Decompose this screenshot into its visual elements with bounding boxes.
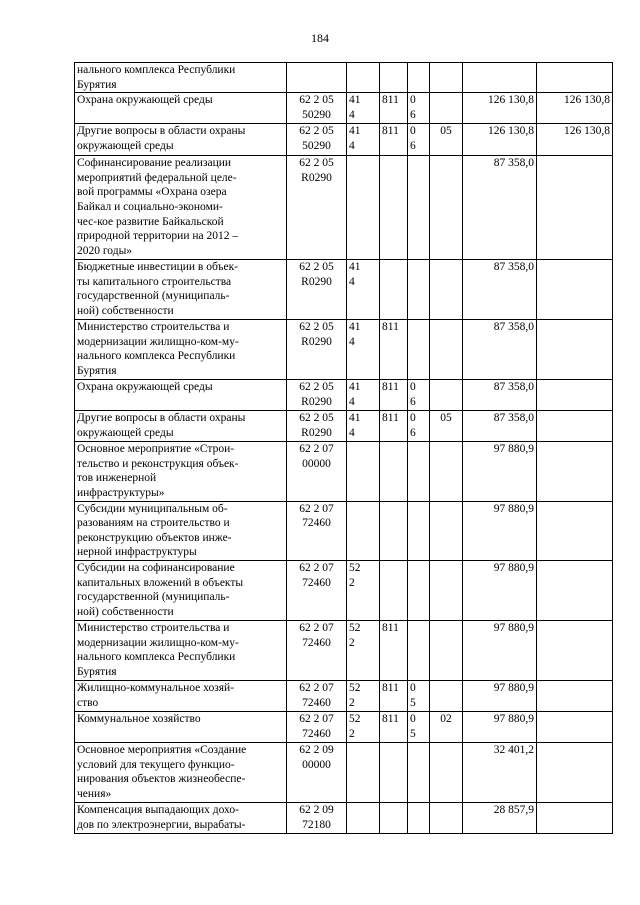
- cell-line: Софинансирование реализации: [77, 157, 232, 170]
- cell-line: модернизации жилищно-ком-му-: [77, 335, 239, 348]
- cell-target-article: [287, 124, 347, 156]
- cell-department-code: [380, 320, 408, 380]
- cell-expense-type: [347, 802, 380, 833]
- cell-amount: [463, 501, 537, 560]
- cell-line: природной территории на 2012 –: [77, 230, 239, 243]
- cell-text: 126 130,8: [488, 125, 534, 138]
- cell-line: Коммунальное хозяйство: [77, 712, 201, 725]
- table-row: [75, 560, 613, 620]
- cell-amount-federal: [537, 680, 613, 711]
- cell-section: [408, 260, 430, 320]
- cell-text: 97 880,9: [493, 443, 534, 456]
- cell-department-code: [380, 442, 408, 501]
- cell-amount: [463, 124, 537, 156]
- cell-amount-federal: [537, 711, 613, 742]
- cell-expense-type: [347, 156, 380, 260]
- cell-line: разованиям на строительство и: [77, 517, 230, 530]
- cell-section: [408, 620, 430, 680]
- cell-line: 41: [349, 125, 361, 138]
- cell-subsection: [430, 560, 463, 620]
- cell-line: нального комплекса Республики: [77, 350, 236, 363]
- cell-expense-type: [347, 380, 380, 411]
- cell-amount: [463, 380, 537, 411]
- cell-section: [408, 442, 430, 501]
- cell-text: 811: [382, 321, 399, 334]
- cell-line: 2020 годы»: [77, 244, 133, 257]
- cell-amount-federal: [537, 320, 613, 380]
- cell-line: вой программы «Охрана озера: [77, 186, 227, 199]
- cell-line: окружающей среды: [77, 139, 174, 152]
- cell-line: 62 2 07: [299, 502, 334, 515]
- cell-line: Компенсация выпадающих дохо-: [77, 803, 239, 816]
- cell-amount: [463, 742, 537, 802]
- cell-line: Бурятия: [77, 364, 117, 377]
- cell-target-article: [287, 411, 347, 442]
- cell-subsection: [430, 380, 463, 411]
- cell-subsection: [430, 320, 463, 380]
- cell-text: 811: [382, 712, 399, 725]
- cell-text: 87 358,0: [493, 412, 534, 425]
- cell-amount-federal: [537, 380, 613, 411]
- cell-line: 0: [410, 681, 416, 694]
- cell-text: 02: [440, 712, 452, 725]
- cell-line: Охрана окружающей среды: [77, 381, 213, 394]
- cell-line: 62 2 07: [299, 621, 334, 634]
- cell-line: 4: [349, 335, 355, 348]
- cell-name: [75, 124, 287, 156]
- cell-department-code: [380, 156, 408, 260]
- cell-section: [408, 411, 430, 442]
- cell-expense-type: [347, 411, 380, 442]
- cell-target-article: [287, 63, 347, 93]
- cell-subsection: [430, 711, 463, 742]
- cell-line: Другие вопросы в области охраны: [77, 412, 246, 425]
- cell-line: ной) собственности: [77, 304, 174, 317]
- cell-line: R0290: [301, 426, 332, 439]
- cell-line: 52: [349, 712, 361, 725]
- cell-subsection: [430, 63, 463, 93]
- cell-line: нального комплекса Республики: [77, 64, 236, 76]
- cell-line: ной) собственности: [77, 605, 174, 618]
- cell-amount: [463, 711, 537, 742]
- cell-line: инфраструктуры»: [77, 486, 165, 499]
- cell-line: нерной инфраструктуры: [77, 546, 197, 559]
- cell-line: 0: [410, 125, 416, 138]
- cell-amount-federal: [537, 802, 613, 833]
- cell-amount: [463, 320, 537, 380]
- cell-amount-federal: [537, 560, 613, 620]
- table-body: [75, 63, 613, 834]
- cell-line: 00000: [302, 457, 331, 470]
- cell-text: 87 358,0: [493, 381, 534, 394]
- cell-line: Министерство строительства и: [77, 321, 230, 334]
- table-row: [75, 802, 613, 833]
- cell-line: Основное мероприятие «Строи-: [77, 443, 235, 456]
- cell-section: [408, 802, 430, 833]
- cell-line: 4: [349, 275, 355, 288]
- cell-target-article: [287, 156, 347, 260]
- cell-department-code: [380, 742, 408, 802]
- cell-line: R0290: [301, 275, 332, 288]
- cell-line: тельство и реконструкция объек-: [77, 457, 239, 470]
- cell-section: [408, 380, 430, 411]
- cell-line: чес-кое развитие Байкальской: [77, 215, 224, 228]
- table-row: [75, 260, 613, 320]
- cell-expense-type: [347, 501, 380, 560]
- cell-target-article: [287, 802, 347, 833]
- cell-line: 62 2 09: [299, 743, 334, 756]
- cell-subsection: [430, 620, 463, 680]
- cell-target-article: [287, 711, 347, 742]
- cell-line: Бурятия: [77, 78, 117, 91]
- cell-text: 05: [440, 125, 452, 138]
- cell-line: R0290: [301, 335, 332, 348]
- cell-text: 05: [440, 412, 452, 425]
- cell-line: 72460: [302, 576, 331, 589]
- cell-line: 62 2 07: [299, 561, 334, 574]
- cell-target-article: [287, 620, 347, 680]
- cell-line: 72460: [302, 636, 331, 649]
- cell-text: 87 358,0: [493, 157, 534, 170]
- cell-line: Другие вопросы в области охраны: [77, 125, 246, 138]
- cell-line: 6: [410, 108, 416, 121]
- cell-section: [408, 63, 430, 93]
- cell-line: 41: [349, 261, 361, 274]
- cell-line: 5: [410, 696, 416, 709]
- cell-section: [408, 560, 430, 620]
- cell-line: 72460: [302, 727, 331, 740]
- cell-expense-type: [347, 260, 380, 320]
- cell-target-article: [287, 501, 347, 560]
- cell-line: ство: [77, 696, 99, 709]
- cell-department-code: [380, 560, 408, 620]
- table-row: [75, 411, 613, 442]
- cell-department-code: [380, 802, 408, 833]
- cell-line: 2: [349, 727, 355, 740]
- cell-subsection: [430, 680, 463, 711]
- cell-line: 4: [349, 108, 355, 121]
- cell-line: 6: [410, 426, 416, 439]
- cell-line: 62 2 07: [299, 712, 334, 725]
- cell-name: [75, 620, 287, 680]
- cell-name: [75, 680, 287, 711]
- cell-line: Субсидии на софинансирование: [77, 561, 235, 574]
- cell-line: нального комплекса Республики: [77, 651, 236, 664]
- cell-text: 811: [382, 412, 399, 425]
- table-row: [75, 742, 613, 802]
- cell-line: Министерство строительства и: [77, 621, 230, 634]
- table-row: [75, 680, 613, 711]
- cell-line: 0: [410, 94, 416, 107]
- cell-line: 62 2 05: [299, 94, 334, 107]
- cell-amount: [463, 560, 537, 620]
- cell-line: Основное мероприятия «Создание: [77, 743, 247, 756]
- cell-section: [408, 501, 430, 560]
- cell-target-article: [287, 442, 347, 501]
- cell-amount-federal: [537, 156, 613, 260]
- cell-text: 87 358,0: [493, 321, 534, 334]
- cell-line: 5: [410, 727, 416, 740]
- cell-text: 97 880,9: [493, 621, 534, 634]
- cell-line: мероприятий федеральной целе-: [77, 171, 237, 184]
- cell-text: 126 130,8: [488, 94, 534, 107]
- cell-department-code: [380, 124, 408, 156]
- cell-department-code: [380, 63, 408, 93]
- cell-target-article: [287, 742, 347, 802]
- cell-department-code: [380, 680, 408, 711]
- cell-subsection: [430, 260, 463, 320]
- cell-line: Жилищно-коммунальное хозяй-: [77, 681, 235, 694]
- cell-text: 811: [382, 681, 399, 694]
- cell-name: [75, 802, 287, 833]
- cell-line: 62 2 05: [299, 125, 334, 138]
- cell-name: [75, 560, 287, 620]
- cell-line: 52: [349, 561, 361, 574]
- cell-line: модернизации жилищно-ком-му-: [77, 636, 239, 649]
- cell-text: 126 130,8: [564, 125, 610, 138]
- cell-section: [408, 124, 430, 156]
- cell-line: реконструкцию объектов инже-: [77, 531, 232, 544]
- cell-line: 00000: [302, 758, 331, 771]
- cell-amount-federal: [537, 411, 613, 442]
- cell-target-article: [287, 560, 347, 620]
- cell-text: 97 880,9: [493, 502, 534, 515]
- cell-subsection: [430, 411, 463, 442]
- cell-expense-type: [347, 63, 380, 93]
- cell-line: 41: [349, 412, 361, 425]
- cell-amount-federal: [537, 260, 613, 320]
- cell-section: [408, 680, 430, 711]
- cell-amount: [463, 411, 537, 442]
- cell-line: 62 2 07: [299, 443, 334, 456]
- cell-line: государственной (муниципаль-: [77, 290, 230, 303]
- cell-name: [75, 501, 287, 560]
- cell-line: 50290: [302, 108, 331, 121]
- cell-amount-federal: [537, 442, 613, 501]
- cell-line: 62 2 05: [299, 261, 334, 274]
- cell-name: [75, 711, 287, 742]
- cell-line: 72180: [302, 818, 331, 831]
- cell-line: 4: [349, 395, 355, 408]
- cell-name: [75, 742, 287, 802]
- cell-line: 0: [410, 712, 416, 725]
- cell-line: Бурятия: [77, 665, 117, 678]
- table-row: [75, 124, 613, 156]
- cell-expense-type: [347, 124, 380, 156]
- cell-text: 811: [382, 381, 399, 394]
- cell-amount: [463, 156, 537, 260]
- cell-amount-federal: [537, 63, 613, 93]
- cell-amount: [463, 93, 537, 124]
- cell-line: R0290: [301, 395, 332, 408]
- cell-amount: [463, 620, 537, 680]
- cell-line: 52: [349, 621, 361, 634]
- cell-line: 62 2 05: [299, 321, 334, 334]
- cell-name: [75, 442, 287, 501]
- cell-amount: [463, 802, 537, 833]
- cell-line: окружающей среды: [77, 426, 174, 439]
- cell-line: 2: [349, 696, 355, 709]
- table-row: [75, 63, 613, 93]
- cell-line: 6: [410, 395, 416, 408]
- cell-line: 2: [349, 576, 355, 589]
- cell-department-code: [380, 501, 408, 560]
- cell-line: Охрана окружающей среды: [77, 94, 213, 107]
- table-row: [75, 620, 613, 680]
- cell-amount-federal: [537, 501, 613, 560]
- cell-department-code: [380, 260, 408, 320]
- cell-line: Байкал и социально-экономи-: [77, 200, 223, 213]
- cell-line: 62 2 05: [299, 381, 334, 394]
- budget-table: [74, 62, 613, 834]
- cell-name: [75, 320, 287, 380]
- cell-target-article: [287, 680, 347, 711]
- cell-line: 0: [410, 381, 416, 394]
- cell-expense-type: [347, 93, 380, 124]
- cell-section: [408, 93, 430, 124]
- cell-text: 811: [382, 125, 399, 138]
- cell-name: [75, 411, 287, 442]
- table-row: [75, 501, 613, 560]
- cell-line: дов по электроэнергии, вырабаты-: [77, 818, 246, 831]
- cell-amount-federal: [537, 742, 613, 802]
- cell-line: 0: [410, 412, 416, 425]
- cell-line: 72460: [302, 696, 331, 709]
- cell-line: 4: [349, 139, 355, 152]
- cell-amount: [463, 260, 537, 320]
- cell-line: ты капитального строительства: [77, 275, 232, 288]
- cell-expense-type: [347, 560, 380, 620]
- cell-line: условий для текущего функцио-: [77, 758, 235, 771]
- cell-department-code: [380, 380, 408, 411]
- cell-line: 41: [349, 381, 361, 394]
- cell-line: Субсидии муниципальным об-: [77, 502, 228, 515]
- cell-text: 28 857,9: [493, 803, 534, 816]
- cell-line: 62 2 05: [299, 157, 334, 170]
- cell-subsection: [430, 156, 463, 260]
- cell-section: [408, 742, 430, 802]
- cell-text: 97 880,9: [493, 712, 534, 725]
- cell-expense-type: [347, 742, 380, 802]
- cell-department-code: [380, 711, 408, 742]
- cell-amount: [463, 63, 537, 93]
- cell-amount-federal: [537, 93, 613, 124]
- cell-text: 87 358,0: [493, 261, 534, 274]
- cell-amount: [463, 680, 537, 711]
- cell-department-code: [380, 620, 408, 680]
- cell-section: [408, 711, 430, 742]
- table-row: [75, 156, 613, 260]
- cell-line: нирования объектов жизнеобеспе-: [77, 773, 246, 786]
- cell-target-article: [287, 380, 347, 411]
- page-number: 184: [311, 31, 329, 45]
- cell-line: 52: [349, 681, 361, 694]
- table-row: [75, 711, 613, 742]
- cell-name: [75, 380, 287, 411]
- cell-text: 126 130,8: [564, 94, 610, 107]
- cell-expense-type: [347, 442, 380, 501]
- cell-name: [75, 156, 287, 260]
- cell-line: государственной (муниципаль-: [77, 591, 230, 604]
- table-row: [75, 93, 613, 124]
- cell-target-article: [287, 320, 347, 380]
- cell-line: Бюджетные инвестиции в объек-: [77, 261, 239, 274]
- cell-subsection: [430, 742, 463, 802]
- cell-department-code: [380, 93, 408, 124]
- cell-line: 62 2 07: [299, 681, 334, 694]
- cell-text: 811: [382, 94, 399, 107]
- cell-subsection: [430, 501, 463, 560]
- cell-text: 811: [382, 621, 399, 634]
- cell-expense-type: [347, 320, 380, 380]
- cell-line: тов инженерной: [77, 472, 157, 485]
- cell-subsection: [430, 802, 463, 833]
- cell-line: чения»: [77, 787, 112, 800]
- cell-target-article: [287, 260, 347, 320]
- cell-line: 41: [349, 94, 361, 107]
- cell-line: 62 2 05: [299, 412, 334, 425]
- cell-line: 41: [349, 321, 361, 334]
- table-row: [75, 380, 613, 411]
- cell-amount: [463, 442, 537, 501]
- cell-subsection: [430, 124, 463, 156]
- cell-amount-federal: [537, 124, 613, 156]
- cell-name: [75, 63, 287, 93]
- cell-text: 97 880,9: [493, 681, 534, 694]
- cell-amount-federal: [537, 620, 613, 680]
- cell-expense-type: [347, 711, 380, 742]
- table-row: [75, 320, 613, 380]
- cell-section: [408, 320, 430, 380]
- cell-line: 4: [349, 426, 355, 439]
- cell-line: 2: [349, 636, 355, 649]
- cell-department-code: [380, 411, 408, 442]
- cell-expense-type: [347, 620, 380, 680]
- cell-text: 97 880,9: [493, 561, 534, 574]
- table-row: [75, 442, 613, 501]
- cell-line: капитальных вложений в объекты: [77, 576, 244, 589]
- cell-line: R0290: [301, 171, 332, 184]
- cell-line: 62 2 09: [299, 803, 334, 816]
- cell-line: 6: [410, 139, 416, 152]
- cell-text: 32 401,2: [493, 743, 534, 756]
- cell-expense-type: [347, 680, 380, 711]
- cell-target-article: [287, 93, 347, 124]
- cell-subsection: [430, 93, 463, 124]
- cell-name: [75, 93, 287, 124]
- cell-section: [408, 156, 430, 260]
- cell-name: [75, 260, 287, 320]
- cell-line: 72460: [302, 517, 331, 530]
- cell-line: 50290: [302, 139, 331, 152]
- cell-subsection: [430, 442, 463, 501]
